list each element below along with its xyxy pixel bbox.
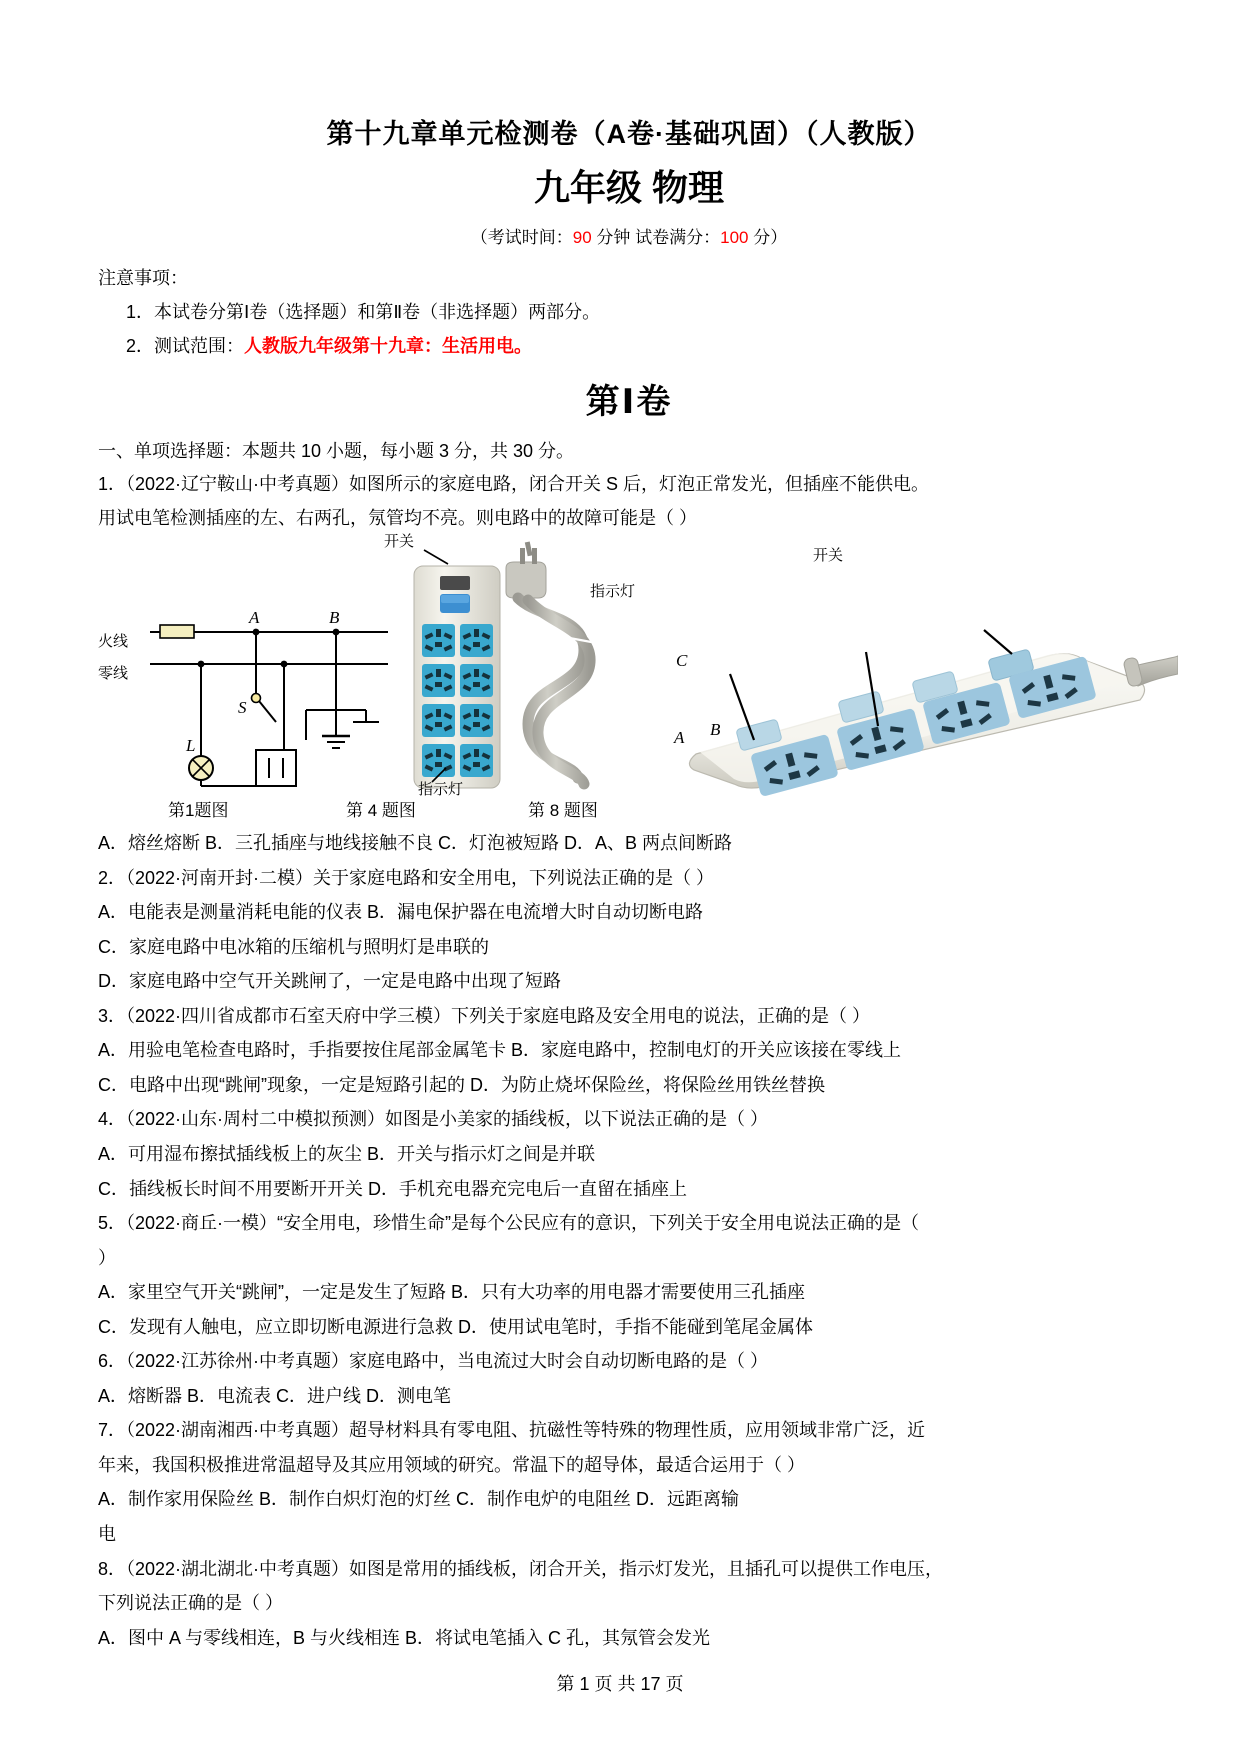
photo2-label-c: C — [676, 651, 688, 671]
question-7-options-line1: A．制作家用保险丝 B．制作白炽灯泡的灯丝 C．制作电炉的电阻丝 D．远距离输 — [98, 1489, 740, 1510]
question-8-stem-line1: 8．（2022·湖北湖北·中考真题）如图是常用的插线板，闭合开关，指示灯发光，且插孔可以提供工作电压， — [98, 1558, 944, 1579]
page-subtitle: 九年级 物理 — [533, 166, 724, 208]
question-7-stem-line1: 7．（2022·湖南湘西·中考真题）超导材料具有零电阻、抗磁性等特殊的物理性质，应用领域非常广泛，近 — [98, 1420, 926, 1441]
page-footer: 第 1 页 共 17 页 — [556, 1674, 684, 1694]
circuit-neutral-wire-label: 零线 — [98, 665, 129, 683]
test-range: 人教版九年级第十九章：生活用电。 — [244, 335, 533, 356]
exam-meta-prefix: （考试时间： — [470, 227, 573, 247]
question-2-option-d: D．家庭电路中空气开关跳闸了，一定是电路中出现了短路 — [98, 971, 561, 992]
question-8-option-ab: A．图中 A 与零线相连，B 与火线相连 B．将试电笔插入 C 孔，其氖管会发光 — [98, 1627, 711, 1648]
exam-total-score: 100 — [720, 227, 749, 247]
question-2-option-ab: A．电能表是测量消耗电能的仪表 B．漏电保护器在电流增大时自动切断电路 — [98, 902, 704, 923]
exam-meta — [98, 223, 1160, 248]
photo2-label-a: A — [674, 728, 685, 748]
circuit-live-wire-label: 火线 — [98, 633, 129, 651]
photo1-switch-label: 开关 — [384, 533, 415, 551]
figure-captions — [98, 796, 1160, 822]
photo2-label-b: B — [710, 720, 721, 740]
question-3-option-ab: A．用验电笔检查电路时，手指要按住尾部金属笔卡 B．家庭电路中，控制电灯的开关应该接在零线上 — [98, 1040, 902, 1061]
caption-fig-1: 第1题图 — [168, 801, 229, 821]
question-1-stem-line1: 1．（2022·辽宁鞍山·中考真题）如图所示的家庭电路，闭合开关 S 后，灯泡正常发光，但插座不能供电。 — [98, 473, 930, 494]
power-strip-photo-angled — [578, 548, 1178, 796]
question-7-options-line2: 电 — [98, 1523, 116, 1544]
question-5-option-ab: A．家里空气开关“跳闸”，一定是发生了短路 B．只有大功率的用电器才需要使用三孔插座 — [98, 1282, 805, 1303]
question-5-stem-line1: 5．（2022·商丘·一模）“安全用电，珍惜生命”是每个公民应有的意识，下列关于安全用电说法正确的是（ — [98, 1213, 920, 1234]
caption-fig-4: 第 4 题图 — [346, 801, 416, 821]
exam-duration: 90 — [572, 227, 592, 247]
question-8-stem-line2: 下列说法正确的是（ ） — [98, 1593, 283, 1614]
caption-fig-8: 第 8 题图 — [528, 801, 598, 821]
circuit-node-a-label: A — [249, 608, 260, 628]
page-title: 第十九章单元检测卷（A卷·基础巩固）（人教版） — [326, 119, 932, 149]
question-6-stem: 6．（2022·江苏徐州·中考真题）家庭电路中，当电流过大时会自动切断电路的是（ ） — [98, 1351, 769, 1372]
figure-band — [98, 533, 1160, 799]
question-3-stem: 3．（2022·四川省成都市石室天府中学三模）下列关于家庭电路及安全用电的说法，正确的是（ ） — [98, 1005, 871, 1026]
note-item-2 — [98, 332, 1160, 358]
note-item-1: 1．本试卷分第Ⅰ卷（选择题）和第Ⅱ卷（非选择题）两部分。 — [126, 301, 601, 322]
power-strip-photo-vertical — [388, 538, 603, 790]
volume-heading: 第Ⅰ卷 — [585, 382, 673, 421]
question-4-option-ab: A．可用湿布擦拭插线板上的灰尘 B．开关与指示灯之间是并联 — [98, 1143, 596, 1164]
page-content — [98, 0, 1160, 1651]
question-1-stem-line2: 用试电笔检测插座的左、右两孔，氖管均不亮。则电路中的故障可能是（ ） — [98, 508, 697, 529]
exam-meta-mid: 分钟 试卷满分： — [591, 227, 721, 247]
question-3-option-cd: C．电路中出现“跳闸”现象，一定是短路引起的 D．为防止烧坏保险丝，将保险丝用铁丝替换 — [98, 1074, 825, 1095]
exam-meta-suffix: 分） — [748, 227, 788, 247]
photo1-indicator-label: 指示灯 — [418, 781, 464, 799]
question-2-option-c: C．家庭电路中电冰箱的压缩机与照明灯是串联的 — [98, 936, 489, 957]
notes-title: 注意事项： — [98, 267, 188, 288]
question-2-stem: 2．（2022·河南开封·二模）关于家庭电路和安全用电，下列说法正确的是（ ） — [98, 867, 715, 888]
question-4-stem: 4．（2022·山东·周村二中模拟预测）如图是小美家的插线板，以下说法正确的是（ ） — [98, 1109, 769, 1130]
question-1-options: A．熔丝熔断 B．三孔插座与地线接触不良 C．灯泡被短路 D．A、B 两点间断路 — [98, 833, 733, 854]
circuit-node-b-label: B — [329, 608, 340, 628]
household-circuit-diagram — [98, 610, 398, 790]
question-6-options: A．熔断器 B．电流表 C．进户线 D．测电笔 — [98, 1385, 452, 1406]
question-5-option-cd: C．发现有人触电，应立即切断电源进行急救 D．使用试电笔时，手指不能碰到笔尾金属体 — [98, 1316, 813, 1337]
circuit-switch-label: S — [238, 698, 247, 718]
circuit-lamp-label: L — [186, 736, 196, 756]
photo2-switch-label: 开关 — [813, 547, 844, 565]
section-heading: 一、单项选择题：本题共 10 小题，每小题 3 分，共 30 分。 — [98, 440, 575, 461]
question-5-stem-line2: ） — [98, 1247, 116, 1268]
question-4-option-cd: C．插线板长时间不用要断开开关 D．手机充电器充完电后一直留在插座上 — [98, 1178, 687, 1199]
question-7-stem-line2: 年来，我国积极推进常温超导及其应用领域的研究。常温下的超导体，最适合运用于（ ） — [98, 1454, 805, 1475]
photo2-indicator-label: 指示灯 — [590, 583, 636, 601]
note-item-2-prefix: 2．测试范围： — [126, 335, 245, 356]
